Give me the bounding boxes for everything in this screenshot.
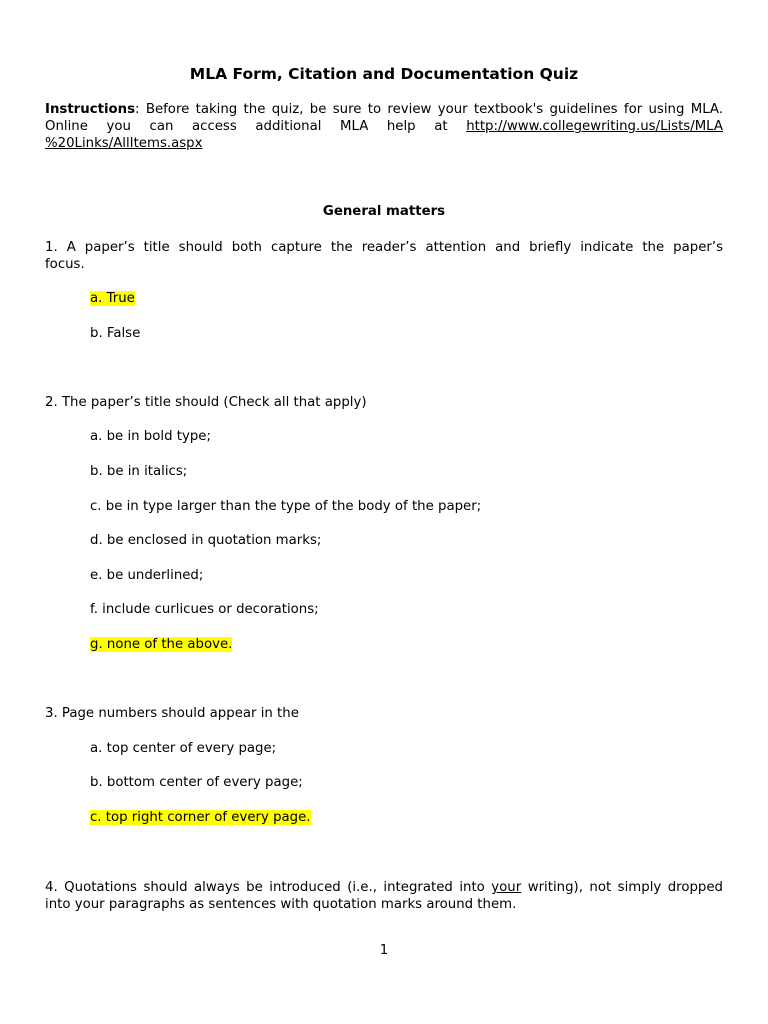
question-2-option-e-text: e. be underlined;: [90, 568, 204, 583]
question-2-option-c: [90, 498, 481, 515]
mla-help-link-part-1[interactable]: http://www.collegewriting.us/Lists/MLA: [466, 119, 723, 134]
question-2-option-d: [90, 532, 321, 549]
instructions-text-2: Online you can access additional MLA help at: [45, 119, 448, 134]
question-2-option-f: [90, 601, 319, 618]
question-2-option-b-text: b. be in italics;: [90, 464, 188, 479]
document-title: MLA Form, Citation and Documentation Quiz: [189, 65, 579, 83]
question-2-option-e: [90, 567, 203, 584]
question-3-option-c-text: c. top right corner of every page.: [90, 810, 311, 825]
question-3-option-a: [90, 740, 276, 757]
question-4-line-2: into your paragraphs as sentences with quotation marks around them.: [45, 897, 517, 912]
instructions-line-3: [45, 135, 723, 152]
question-2-option-c-text: c. be in type larger than the type of the body of the paper;: [90, 499, 482, 514]
question-2-option-d-text: d. be enclosed in quotation marks;: [90, 533, 322, 548]
question-1-line-2: focus.: [45, 257, 85, 272]
instructions-line-1: [45, 101, 723, 118]
instructions-text-1: : Before taking the quiz, be sure to review your textbook's guidelines for using MLA.: [135, 102, 723, 117]
question-2: [45, 394, 723, 411]
question-3-option-b-text: b. bottom center of every page;: [90, 775, 303, 790]
question-3-option-a-text: a. top center of every page;: [90, 741, 277, 756]
instructions-line-2: [45, 118, 723, 135]
question-2-option-a: [90, 428, 211, 445]
question-1-option-b: [90, 325, 140, 342]
instructions-label: Instructions: [45, 102, 136, 117]
instructions-paragraph: [45, 101, 723, 152]
question-4: [45, 879, 723, 913]
question-4-line-1: [45, 879, 723, 896]
question-1: [45, 239, 723, 273]
question-4-text-after: writing), not simply dropped: [521, 880, 723, 895]
question-2-option-f-text: f. include curlicues or decorations;: [90, 602, 319, 617]
section-heading: General matters: [322, 204, 446, 219]
question-2-option-a-text: a. be in bold type;: [90, 429, 211, 444]
question-2-option-b: [90, 463, 187, 480]
question-3-line-1: 3. Page numbers should appear in the: [45, 706, 299, 721]
question-2-option-g: [90, 636, 232, 653]
question-4-emphasis: your: [491, 880, 522, 895]
question-1-option-a: [90, 290, 135, 307]
question-3: [45, 705, 723, 722]
question-2-line-1: 2. The paper’s title should (Check all that apply): [45, 395, 367, 410]
mla-help-link-part-2[interactable]: %20Links/AllItems.aspx: [45, 136, 203, 151]
page-number: 1: [379, 943, 389, 958]
question-4-text-before: 4. Quotations should always be introduced (i.e., integrated into: [45, 880, 492, 895]
question-1-line-1: 1. A paper’s title should both capture the reader’s attention and briefly indicate the paper’s: [45, 240, 723, 255]
question-1-option-a-text: a. True: [90, 291, 135, 306]
question-2-option-g-text: g. none of the above.: [90, 637, 233, 652]
question-3-option-b: [90, 774, 303, 791]
question-3-option-c: [90, 809, 311, 826]
question-1-option-b-text: b. False: [90, 326, 141, 341]
